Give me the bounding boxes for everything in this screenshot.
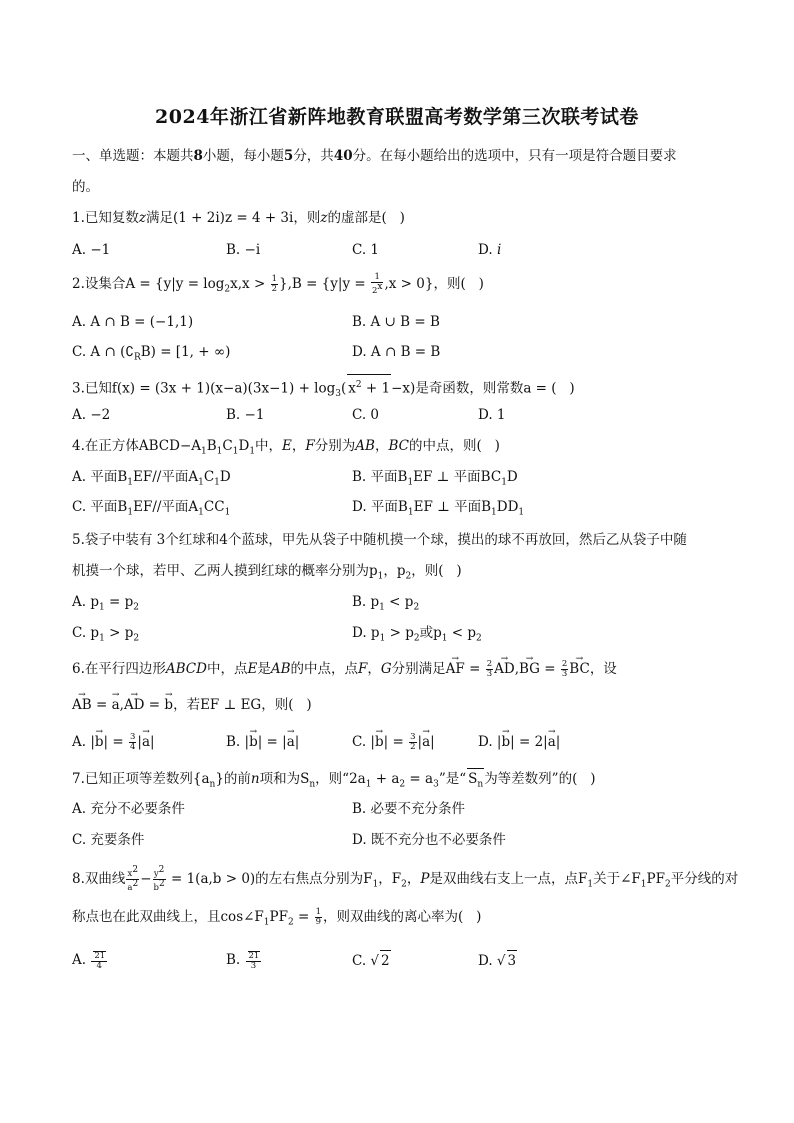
question-5-option-a: A. $p_1 = p_2$	[72, 594, 139, 613]
question-4-option-b: B. 平面$B_1EF$ ⊥ 平面$BC_1D$	[352, 469, 518, 488]
question-1-option-b: B. −i	[226, 242, 261, 258]
question-5-stem-line1: 5.袋子中装有 3个红球和4个蓝球，甲先从袋子中随机摸一个球，摸出的球不再放回，然后乙从袋子中随	[72, 532, 687, 548]
question-3-stem: 3.已知$f(x) = (3x + 1)(x-a)(3x-1) + \log_3$( $x^2 + 1-x$)是奇函数，则常数a = ( )	[72, 374, 575, 404]
question-8-option-d: D. √ 3	[478, 950, 517, 971]
question-7-option-d: D. 既不充分也不必要条件	[352, 832, 506, 848]
question-2-option-b: B. A ∪ B = B	[352, 314, 440, 330]
section-header-line2: 的。	[72, 179, 99, 195]
question-5-stem-line2: 机摸一个球，若甲、乙两人摸到红球的概率分别为$p_1$，$p_2$，则( )	[72, 563, 462, 582]
question-1-option-a: A. −1	[72, 242, 111, 258]
question-6-option-d: D. |→ b| = 2|→ a|	[478, 732, 560, 752]
question-8-option-c: C. √ 2	[352, 950, 391, 971]
question-1-option-d: D. i	[478, 242, 502, 258]
question-4-option-c: C. 平面$B_1EF//$平面$A_1CC_1$	[72, 499, 231, 518]
question-2-option-c: C. A ∩ $(∁_RB) = [1$, + ∞)	[72, 344, 231, 363]
question-5-option-b: B. $p_1 < p_2$	[352, 594, 420, 613]
question-7-option-b: B. 必要不充分条件	[352, 801, 466, 817]
question-8-stem-line2: 称点也在此双曲线上，且$\cos\angle F_1PF_2$ = $\frac{1}{9}$ ，则双曲线的离心率为( )	[72, 907, 482, 928]
section-header	[72, 146, 677, 166]
question-2-stem: 2.设集合$A = \{y|y = \log_2x,x$ > $\frac{1}{2}$ },B = {y|y = $\frac{1}{2^x}$ ,x > 0}，则( )	[72, 272, 484, 296]
question-6-stem-line1: 6.在平行四边形ABCD中，点E是AB的中点，点F，G分别满足→ AF = $\frac{2}{3}$ → AD,→ BG = $\frac{2}{3}$ → BC，设	[72, 659, 617, 679]
question-4-option-d: D. 平面$B_1EF$ ⊥ 平面$B_1DD_1$	[352, 499, 525, 518]
page-title: 2024年浙江省新阵地教育联盟高考数学第三次联考试卷	[155, 106, 639, 128]
question-8-option-b: B. $\frac{21}{3}$	[226, 950, 260, 971]
question-5-option-d: D. $p_1 > p_2$或$p_1 < p_2$	[352, 625, 482, 644]
question-3-option-d: D. 1	[478, 407, 506, 423]
question-8-stem-line1: 8.双曲线 $\frac{x^2}{a^2}$ − $\frac{y^2}{b^2}$ = 1(a,b > 0)的左右焦点分别为$F_1$，$F_2$，P是双曲线右支上一点，点$F_1$关于$\angle F_1PF_2$平分线的对	[72, 865, 739, 893]
question-6-option-a: A. |→ b| = $\frac{3}{4}$ |→ a|	[72, 732, 155, 752]
question-1-stem: 1.已知复数z满足(1 + 2i)z = 4 + 3i，则z的虚部是( )	[72, 210, 405, 226]
question-7-option-c: C. 充要条件	[72, 832, 145, 848]
question-6-option-b: B. |→ b| = |→ a|	[226, 732, 299, 752]
question-6-option-c: C. |→ b| = $\frac{3}{2}$ |→ a|	[352, 732, 435, 752]
question-1-option-c: C. 1	[352, 242, 380, 258]
question-6-stem-line2: → AB = → a,→ AD = → b，若EF ⊥ EG，则( )	[72, 695, 312, 715]
section-header-line1: 一、单选题：本题共8小题，每小题5分，共40分。在每小题给出的选项中，只有一项是符合题目要求	[72, 148, 677, 164]
question-7-option-a: A. 充分不必要条件	[72, 801, 185, 817]
question-4-stem: 4.在正方体$ABCD-A_1B_1C_1D_1$中，E，F分别为AB，BC的中点，则( )	[72, 438, 500, 457]
question-5-option-c: C. $p_1 > p_2$	[72, 625, 140, 644]
question-2-option-d: D. A ∩ B = B	[352, 344, 441, 360]
question-2-option-a: A. A ∩ B = (−1,1)	[72, 314, 194, 330]
question-3-option-a: A. −2	[72, 407, 111, 423]
question-4-option-a: A. 平面$B_1EF//$平面$A_1C_1D$	[72, 469, 231, 488]
question-3-option-b: B. −1	[226, 407, 265, 423]
question-8-option-a: A. $\frac{21}{4}$	[72, 950, 106, 971]
question-3-option-c: C. 0	[352, 407, 380, 423]
question-7-stem: 7.已知正项等差数列$\{a_n\}$的前n项和为$S_n$，则“$2a_1 + a_2 = a_3$”是“ $S_n$为等差数列”的( )	[72, 768, 596, 795]
